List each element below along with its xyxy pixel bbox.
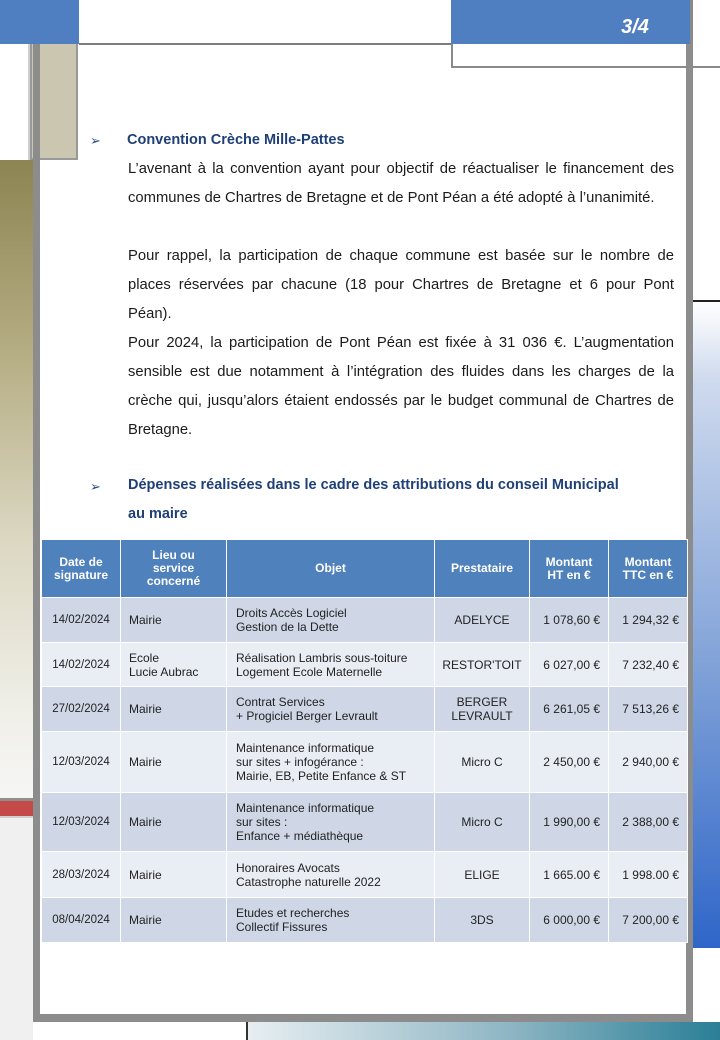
cell-montant-ttc: 7 513,26 €	[609, 687, 688, 732]
table-row	[42, 732, 688, 793]
cell-prestataire-line: ADELYCE	[454, 613, 510, 627]
cell-date: 28/03/2024	[42, 852, 121, 898]
cell-lieu-line: Mairie	[129, 613, 162, 627]
cell-objet-line: sur sites :	[236, 815, 288, 829]
cell-prestataire	[435, 687, 530, 732]
table-header-row	[42, 540, 688, 598]
cell-montant-ht: 1 078,60 €	[530, 598, 609, 643]
cell-lieu-line: Mairie	[129, 867, 162, 882]
cell-prestataire-line: 3DS	[470, 913, 494, 927]
cell-objet-line: Gestion de la Dette	[236, 620, 339, 634]
cell-prestataire	[435, 598, 530, 643]
cell-date: 12/03/2024	[42, 732, 121, 793]
cell-lieu-line: Ecole	[129, 650, 160, 665]
cell-montant-ht: 2 450,00 €	[530, 732, 609, 793]
cell-objet	[227, 687, 435, 732]
cell-montant-ttc: 2 388,00 €	[609, 793, 688, 852]
header-text: service	[152, 561, 195, 575]
cell-objet-line: Catastrophe naturelle 2022	[236, 874, 381, 889]
section-heading-depenses	[128, 473, 674, 526]
banner-underline	[451, 44, 720, 68]
cell-lieu-line: Lucie Aubrac	[129, 664, 199, 679]
left-margin-top	[0, 44, 30, 160]
cell-prestataire-line: LEVRAULT	[451, 709, 513, 723]
header-prestataire: Prestataire	[435, 540, 530, 598]
cell-objet-line: Maintenance informatique	[236, 801, 375, 815]
cell-objet-line: Contrat Services	[236, 695, 325, 709]
cell-objet	[227, 852, 435, 898]
red-accent-block	[0, 798, 33, 816]
cell-objet-line: Honoraires Avocats	[236, 860, 340, 875]
page-left-border	[33, 44, 40, 1020]
right-gradient-stripe	[693, 300, 720, 948]
cell-lieu	[121, 643, 227, 687]
cell-date: 27/02/2024	[42, 687, 121, 732]
paragraph-rappel: Pour rappel, la participation de chaque commune est basée sur le nombre de places réservées par chacune (18 pour Chartres de Bretagne et 6 pour Pont Péan).	[128, 248, 674, 322]
bottom-left-area	[33, 1022, 246, 1040]
cell-prestataire-line: Micro C	[461, 755, 503, 769]
cell-objet	[227, 598, 435, 643]
cell-objet-line: Collectif Fissures	[236, 920, 328, 934]
cell-objet-line: Mairie, EB, Petite Enfance & ST	[236, 769, 407, 783]
cell-prestataire	[435, 793, 530, 852]
cell-objet	[227, 793, 435, 852]
cell-lieu-line: Mairie	[129, 702, 162, 716]
table-body	[42, 598, 688, 943]
cell-lieu-line: Mairie	[129, 815, 162, 829]
cell-objet-line: Droits Accès Logiciel	[236, 606, 347, 620]
cell-objet	[227, 898, 435, 943]
cell-date: 12/03/2024	[42, 793, 121, 852]
header-text: TTC en €	[622, 567, 674, 582]
cell-lieu-line: Mairie	[129, 755, 162, 769]
cell-lieu	[121, 852, 227, 898]
cell-montant-ht: 6 261,05 €	[530, 687, 609, 732]
cell-objet-line: Réalisation Lambris sous-toiture	[236, 650, 408, 665]
page-number: 3/4	[621, 16, 649, 38]
section-heading-creche: Convention Crèche Mille-Pattes	[127, 132, 345, 148]
left-margin-bottom	[0, 816, 33, 1040]
cell-montant-ht: 1 990,00 €	[530, 793, 609, 852]
corner-block-right	[690, 0, 720, 44]
cell-montant-ttc: 1 294,32 €	[609, 598, 688, 643]
cell-prestataire	[435, 852, 530, 898]
cell-lieu	[121, 898, 227, 943]
paragraph-avenant: L’avenant à la convention ayant pour objectif de réactualiser le financement des communes de Chartres de Bretagne et de Pont Péan a été adopté à l’unanimité.	[128, 161, 674, 206]
cell-montant-ttc: 1 998.00 €	[609, 852, 688, 898]
corner-block-blue	[0, 0, 79, 44]
cell-objet-line: Logement Ecole Maternelle	[236, 664, 383, 679]
header-montant-ttc	[609, 540, 688, 598]
cell-prestataire-line: ELIGE	[464, 867, 500, 882]
cell-objet-line: Etudes et recherches	[236, 906, 350, 920]
table-row	[42, 687, 688, 732]
cell-objet-line: sur sites + infogérance :	[236, 755, 364, 769]
header-date	[42, 540, 121, 598]
cell-lieu-line: Mairie	[129, 913, 162, 927]
cell-montant-ttc: 7 200,00 €	[609, 898, 688, 943]
cell-montant-ht: 1 665.00 €	[530, 852, 609, 898]
table-row	[42, 643, 688, 687]
heading-line: Dépenses réalisées dans le cadre des attributions du conseil Municipal	[128, 477, 619, 493]
cell-lieu	[121, 732, 227, 793]
cell-date: 08/04/2024	[42, 898, 121, 943]
cell-montant-ttc: 7 232,40 €	[609, 643, 688, 687]
cell-date: 14/02/2024	[42, 643, 121, 687]
header-text: concerné	[146, 574, 201, 588]
cell-prestataire	[435, 898, 530, 943]
bullet-arrow-icon: ➢	[90, 479, 101, 494]
header-text: signature	[53, 567, 108, 582]
page-bottom-border	[33, 1014, 693, 1022]
header-text: Montant	[624, 554, 672, 569]
left-gradient-stripe	[0, 160, 33, 800]
cell-montant-ht: 6 000,00 €	[530, 898, 609, 943]
cell-lieu	[121, 793, 227, 852]
bottom-gradient-stripe	[246, 1022, 720, 1040]
cell-prestataire	[435, 643, 530, 687]
table-row	[42, 598, 688, 643]
header-text: Date de	[59, 554, 103, 569]
cell-objet-line: Enfance + médiathèque	[236, 829, 364, 843]
cell-prestataire-line: RESTOR'TOIT	[442, 657, 522, 672]
cell-prestataire-line: BERGER	[456, 695, 508, 709]
cell-montant-ht: 6 027,00 €	[530, 643, 609, 687]
header-montant-ht	[530, 540, 609, 598]
cell-prestataire-line: Micro C	[461, 815, 503, 829]
heading-line: au maire	[128, 506, 188, 522]
cell-montant-ttc: 2 940,00 €	[609, 732, 688, 793]
top-rule	[79, 43, 451, 45]
expenses-table	[41, 539, 688, 943]
header-lieu	[121, 540, 227, 598]
cell-objet	[227, 643, 435, 687]
paragraph-participation: Pour 2024, la participation de Pont Péan est fixée à 31 036 €. L’augmentation sensible est due notamment à l’intégration des fluides dans les charges de la crèche qui, jusqu’alors étaient endossés par le budget communal de Chartres de Bretagne.	[128, 335, 674, 438]
header-text: Montant	[545, 554, 593, 569]
cell-objet-line: Maintenance informatique	[236, 741, 375, 755]
header-text: Lieu ou	[152, 548, 195, 562]
bullet-arrow-icon: ➢	[90, 133, 101, 148]
table-row	[42, 898, 688, 943]
cell-lieu	[121, 687, 227, 732]
cell-prestataire	[435, 732, 530, 793]
table-row	[42, 793, 688, 852]
header-objet: Objet	[227, 540, 435, 598]
cell-objet-line: + Progiciel Berger Levrault	[236, 709, 378, 723]
table-row	[42, 852, 688, 898]
cell-date: 14/02/2024	[42, 598, 121, 643]
header-text: HT en €	[547, 567, 591, 582]
cell-objet	[227, 732, 435, 793]
cell-lieu	[121, 598, 227, 643]
